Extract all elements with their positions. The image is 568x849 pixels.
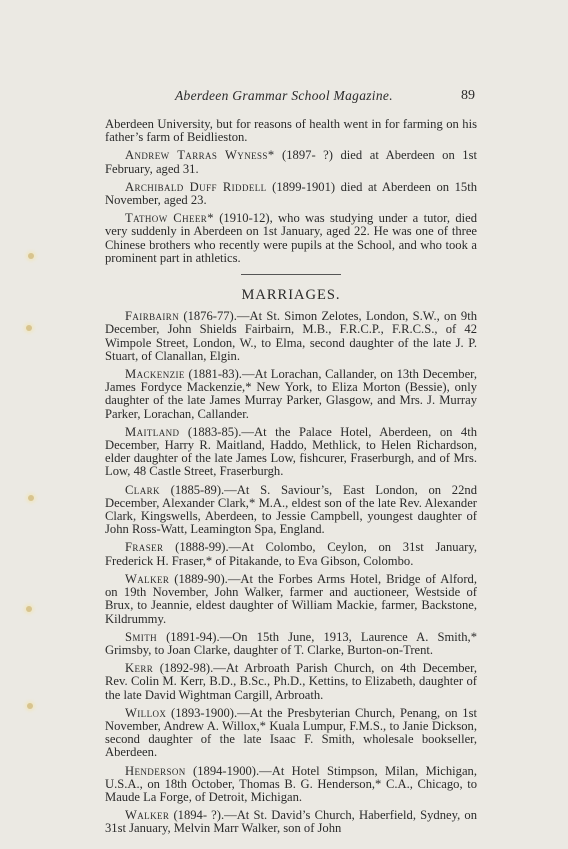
entry-text: (1893-1900).—At the Presbyterian Church, Penang, on 1st November, Andrew A. Willox,* Kuala Lumpur, F.M.S., to Janie Dickson, second daughter of the late Isaac F. Smith, wholesale bookseller, Aberdeen.	[105, 705, 477, 760]
scan-spot	[28, 253, 34, 259]
marriage-entry	[105, 809, 477, 835]
entry-name: Andrew Tarras Wyness*	[125, 148, 275, 163]
entry-text: (1892-98).—At Arbroath Parish Church, on 4th December, Rev. Colin M. Kerr, B.D., B.Sc., Ph.D., Kettins, to Elizabeth, daughter of the late David Wightman Cargill, Arbroath.	[105, 661, 477, 702]
entry-text: (1889-90).—At the Forbes Arms Hotel, Bridge of Alford, on 19th November, John Walker, farmer and auctioneer, Westside of Brux, to Jeannie, eldest daughter of William Mackie, farmer, Backstone, Kildrummy.	[105, 571, 477, 626]
obituary-entry	[105, 212, 477, 265]
entry-text: (1888-99).—At Colombo, Ceylon, on 31st January, Frederick H. Fraser,* of Pitakande, to Eva Gibson, Colombo.	[105, 540, 477, 568]
entry-name: Willox	[125, 705, 167, 720]
entry-name: Archibald Duff Riddell	[125, 179, 267, 194]
marriage-entry	[105, 541, 477, 567]
entry-text: (1897- ?) died at Aberdeen on 1st February, aged 31.	[105, 148, 477, 176]
obituary-entry	[105, 149, 477, 175]
marriage-entry	[105, 310, 477, 363]
entry-text: (1876-77).—At St. Simon Zelotes, London, S.W., on 9th December, John Shields Fairbairn, M.B., F.R.C.P., F.R.C.S., of 42 Wimpole Street, London, W., to Elma, second daughter of the late J. P. Stuart, of Clanallan, Elgin.	[105, 309, 477, 363]
entry-text: (1910-12), who was studying under a tutor, died very suddenly in Aberdeen on 1st January, aged 22. He was one of three Chinese brothers who recently were pupils at the School, and who took a prominent part in athletics.	[105, 211, 477, 265]
scan-spot	[28, 495, 34, 501]
marriage-entry	[105, 426, 477, 479]
marriages-heading: MARRIAGES.	[241, 287, 341, 304]
scan-spot	[26, 606, 32, 612]
entry-name: Fairbairn	[125, 309, 180, 324]
entry-text: (1891-94).—On 15th June, 1913, Laurence A. Smith,* Grimsby, to Joan Clarke, daughter of T. Clarke, Burton-on-Trent.	[105, 629, 477, 657]
entry-name: Maitland	[125, 424, 180, 439]
marriage-entry	[105, 368, 477, 421]
entry-name: Fraser	[125, 540, 164, 555]
entry-name: Kerr	[125, 661, 154, 676]
scan-spot	[27, 703, 33, 709]
marriage-entry	[105, 573, 477, 626]
section-divider	[241, 274, 341, 275]
entry-text: Aberdeen University, but for reasons of health went in for farming on his father’s farm of Beidlieston.	[105, 117, 477, 145]
entry-name: Walker	[125, 808, 170, 823]
entry-text: (1883-85).—At the Palace Hotel, Aberdeen, on 4th December, Harry R. Maitland, Haddo, Methlick, to Helen Richardson, elder daughter of the late James Low, fishcurer, Fraserburgh, and of Mrs. Low, 48 Castle Street, Fraserburgh.	[105, 424, 477, 479]
marriage-entry	[105, 662, 477, 702]
marriage-entry	[105, 707, 477, 760]
magazine-title: Aberdeen Grammar School Magazine.	[175, 88, 393, 103]
page-number: 89	[461, 88, 475, 103]
marriage-entry	[105, 765, 477, 805]
marriage-entry	[105, 484, 477, 537]
marriage-entry	[105, 631, 477, 657]
entry-text: (1894-1900).—At Hotel Stimpson, Milan, Michigan, U.S.A., on 18th October, Thomas B. G. Henderson,* C.A., Chicago, to Maude La Forge, of Detroit, Michigan.	[105, 763, 477, 804]
entry-text: (1894- ?).—At St. David’s Church, Haberfield, Sydney, on 31st January, Melvin Marr Walker, son of John	[105, 808, 477, 836]
entry-name: Tathow Cheer*	[125, 211, 214, 226]
entry-text: (1899-1901) died at Aberdeen on 15th November, aged 23.	[105, 179, 478, 208]
entry-name: Henderson	[125, 763, 186, 778]
obituary-entry	[105, 181, 477, 207]
entry-name: Walker	[125, 571, 170, 586]
entry-name: Smith	[125, 629, 158, 644]
obituary-entry	[105, 118, 477, 144]
scan-spot	[26, 325, 32, 331]
entry-name: Clark	[125, 482, 160, 497]
entry-name: Mackenzie	[125, 367, 185, 382]
entry-text: (1881-83).—At Lorachan, Callander, on 13th December, James Fordyce Mackenzie,* New York, to Eliza Morton (Bessie), only daughter of the late James Murray Parker, Glasgow, and Mrs. J. Murray Parker, Lorachan, Callander.	[105, 367, 477, 421]
page-body	[105, 118, 477, 841]
entry-text: (1885-89).—At S. Saviour’s, East London, on 22nd December, Alexander Clark,* M.A., eldest son of the late Rev. Alexander Clark, Kingswells, Aberdeen, to Jessie Campbell, youngest daughter of John Ross-Watt, Leamington Spa, England.	[105, 482, 477, 537]
running-header	[105, 88, 477, 108]
